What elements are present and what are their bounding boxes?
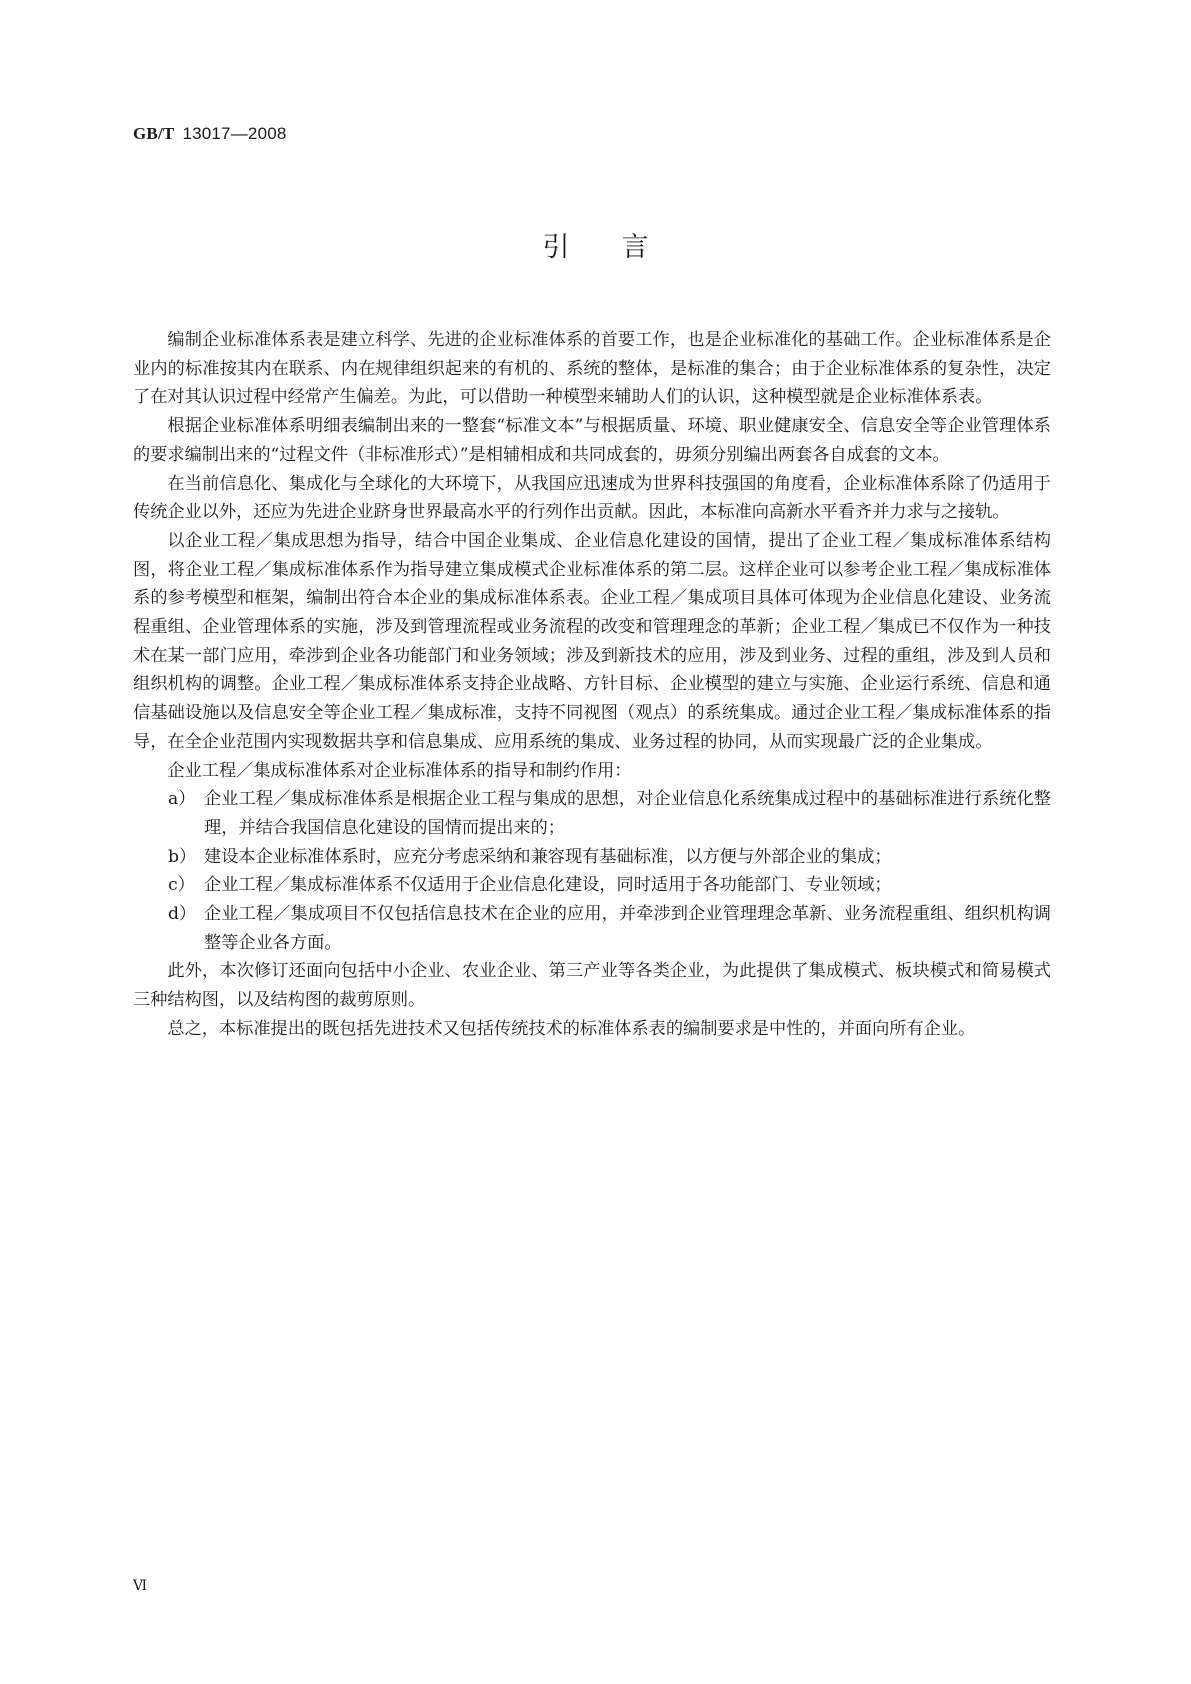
list-marker: c）	[168, 875, 195, 896]
list-item-d	[133, 900, 1051, 957]
list-item-text: 建设本企业标准体系时，应充分考虑采纳和兼容现有基础标准，以方便与外部企业的集成；	[204, 846, 892, 867]
paragraph-4: 以企业工程／集成思想为指导，结合中国企业集成、企业信息化建设的国情，提出了企业工程／集成标准体系结构图，将企业工程／集成标准体系作为指导建立集成模式企业标准体系的第二层。这样企业可以参考企业工程／集成标准体系的参考模型和框架，编制出符合本企业的集成标准体系表。企业工程／集成项目具体可体现为企业信息化建设、业务流程重组、企业管理体系的实施，涉及到管理流程或业务流程的改变和管理理念的革新；企业工程／集成已不仅作为一种技术在某一部门应用，牵涉到企业各功能部门和业务领域；涉及到新技术的应用，涉及到业务、过程的重组，涉及到人员和组织机构的调整。企业工程／集成标准体系支持企业战略、方针目标、企业模型的建立与实施、企业运行系统、信息和通信基础设施以及信息安全等企业工程／集成标准，支持不同视图（观点）的系统集成。通过企业工程／集成标准体系的指导，在全企业范围内实现数据共享和信息集成、应用系统的集成、业务过程的协同，从而实现最广泛的企业集成。	[133, 530, 1051, 752]
standard-code: 13017—2008	[182, 124, 287, 143]
list-marker: a）	[168, 789, 196, 810]
standard-number-header	[133, 124, 287, 144]
paragraph-closing-2: 总之，本标准提出的既包括先进技术又包括传统技术的标准体系表的编制要求是中性的，并面向所有企业。	[167, 1018, 976, 1039]
document-body	[133, 326, 1051, 1044]
page-title: 引言	[542, 232, 701, 263]
standard-prefix: GB/T	[133, 124, 175, 143]
list-item-text: 企业工程／集成标准体系是根据企业工程与集成的思想，对企业信息化系统集成过程中的基础标准进行系统化整理，并结合我国信息化建设的国情而提出来的；	[204, 789, 1051, 838]
list-item-text: 企业工程／集成项目不仅包括信息技术在企业的应用，并牵涉到企业管理理念革新、业务流程重组、组织机构调整等企业各方面。	[204, 904, 1051, 953]
list-item-b	[133, 843, 1051, 872]
list-marker: d）	[168, 904, 197, 925]
list-item-c	[133, 871, 1051, 900]
paragraph-3: 在当前信息化、集成化与全球化的大环境下，从我国应迅速成为世界科技强国的角度看，企业标准体系除了仍适用于传统企业以外，还应为先进企业跻身世界最高水平的行列作出贡献。因此，本标准向高新水平看齐并力求与之接轨。	[133, 473, 1051, 523]
paragraph-2: 根据企业标准体系明细表编制出来的一整套“标准文本”与根据质量、环境、职业健康安全、信息安全等企业管理体系的要求编制出来的“过程文件（非标准形式）”是相辅相成和共同成套的，毋须分别编出两套各自成套的文本。	[133, 416, 1051, 465]
list-item-a	[133, 785, 1051, 842]
page-number: Ⅵ	[133, 1579, 148, 1594]
list-marker: b）	[168, 846, 197, 867]
paragraph-5: 企业工程／集成标准体系对企业标准体系的指导和制约作用：	[167, 760, 632, 781]
list-item-text: 企业工程／集成标准体系不仅适用于企业信息化建设，同时适用于各功能部门、专业领域；	[204, 875, 892, 896]
paragraph-1: 编制企业标准体系表是建立科学、先进的企业标准体系的首要工作，也是企业标准化的基础工作。企业标准体系是企业内的标准按其内在联系、内在规律组织起来的有机的、系统的整体，是标准的集合；由于企业标准体系的复杂性，决定了在对其认识过程中经常产生偏差。为此，可以借助一种模型来辅助人们的认识，这种模型就是企业标准体系表。	[133, 330, 1051, 408]
paragraph-closing-1: 此外，本次修订还面向包括中小企业、农业企业、第三产业等各类企业，为此提供了集成模式、板块模式和简易模式三种结构图，以及结构图的裁剪原则。	[133, 961, 1051, 1011]
